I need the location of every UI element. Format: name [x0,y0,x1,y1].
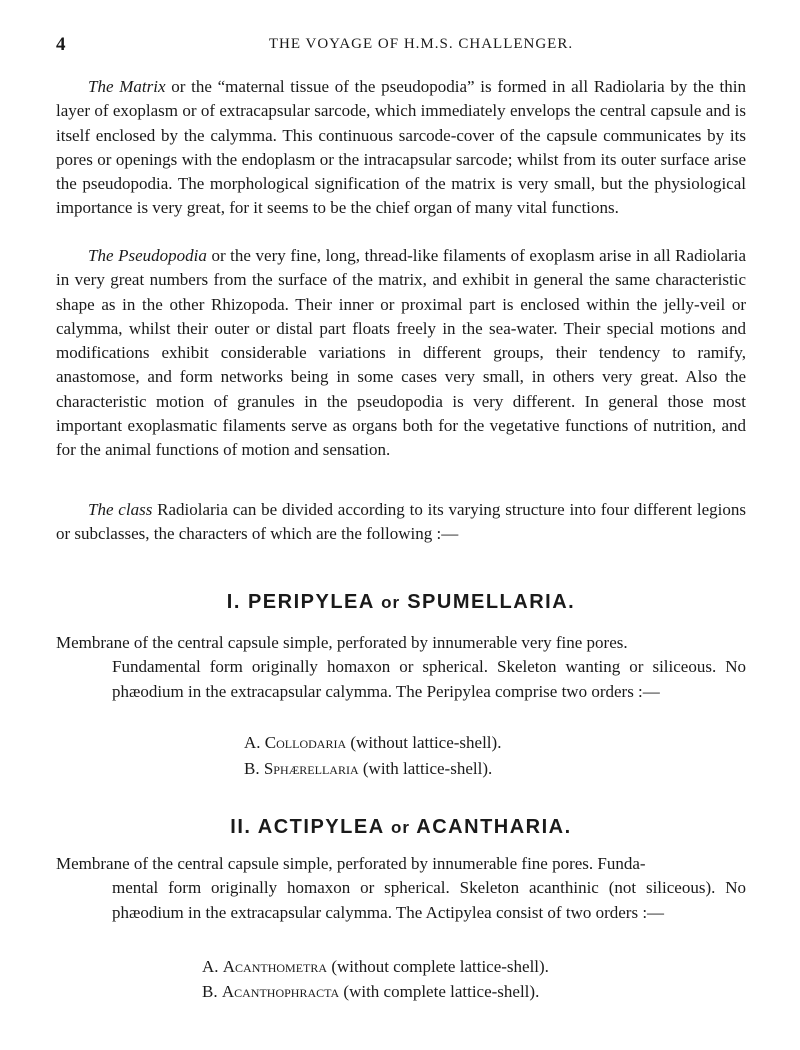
order-letter: B. [202,982,218,1001]
legion-name: ACTIPYLEA [257,816,384,838]
running-title: THE VOYAGE OF H.M.S. CHALLENGER. [268,36,574,52]
order-desc: (with complete lattice-shell). [339,982,540,1001]
order-name: Collodaria [264,733,347,752]
order-desc: (without lattice-shell). [346,733,502,752]
class-text: Radiolaria can be divided according to its varying structure into four different legions or subclasses, the characters of which are the following :— [56,500,747,544]
page-number: 4 [56,34,66,55]
legion-or: or [381,593,401,612]
description-rest: mental form originally homaxon or spherical. Skeleton acanthinic (not siliceous). No phæodium in the extracapsular calymma. The Actipylea consist of two orders :— [112,878,746,922]
order-item [244,757,492,781]
order-letter: A. [202,957,219,976]
matrix-lead: The Matrix [88,77,166,96]
matrix-text: or the “maternal tissue of the pseudopodia” is formed in all Radiolaria by the thin layer of exoplasm or of extracapsular sarcode, which immediately envelops the central capsule and is itself enclosed by the calymma. This continuous sarcode-cover of the capsule communicates by its pores or openings with the endoplasm or the intracapsular sarcode; whilst from its outer surface arise the pseudopodia. The morphological signification of the matrix is very small, but the physiological importance is very great, for it seems to be the chief organ of many vital functions. [56,77,746,218]
order-item [202,955,549,979]
legion-name: PERIPYLEA [247,591,375,613]
order-desc: (with lattice-shell). [358,759,493,778]
paragraph-matrix [56,75,746,221]
order-name: Acanthometra [222,957,328,976]
pseudopodia-text: or the very fine, long, thread-like filaments of exoplasm arise in all Radiolaria in very great numbers from the surface of the matrix, and exhibit in general the same characteristic shape as in the other Rhizopoda. Their inner or proximal part is enclosed within the jelly-veil or calymma, whilst their outer or distal part floats freely in the sea-water. Their special motions and modifications exhibit considerable variations in different groups, their tendency to ramify, anastomose, and form networks being in some cases very small, in others very great. Also the characteristic motion of granules in the pseudopodia is very different. In general those most important exoplasmatic filaments serve as organs both for the vegetative functions of nutrition, and for the animal functions of motion and sensation. [56,246,746,460]
description-first-line: Membrane of the central capsule simple, perforated by innumerable very fine pores. [56,633,628,652]
legion-heading-actipylea [56,816,746,839]
order-name: Sphærellaria [263,759,359,778]
pseudopodia-lead: The Pseudopodia [88,246,207,265]
order-item [202,980,539,1004]
order-name: Acanthophracta [221,982,340,1001]
paragraph-pseudopodia [56,244,746,463]
description-rest: Fundamental form originally homaxon or spherical. Skeleton wanting or siliceous. No phæodium in the extracapsular calymma. The Peripylea comprise two orders :— [112,657,746,701]
description-first-line: Membrane of the central capsule simple, perforated by innumerable fine pores. Funda- [56,854,646,873]
legion-alt-name: ACANTHARIA. [416,816,572,838]
legion-heading-peripylea [56,591,746,614]
legion-numeral: I. [226,591,241,613]
legion-or: or [390,818,410,837]
order-letter: B. [244,759,260,778]
legion-description-actipylea [56,852,746,925]
class-lead: The class [88,500,153,519]
order-item [244,731,501,755]
page-header [56,34,746,58]
legion-alt-name: SPUMELLARIA. [407,591,576,613]
legion-numeral: II. [230,816,252,838]
paragraph-class [56,498,746,547]
legion-description-peripylea [56,631,746,704]
order-desc: (without complete lattice-shell). [327,957,549,976]
order-letter: A. [244,733,261,752]
